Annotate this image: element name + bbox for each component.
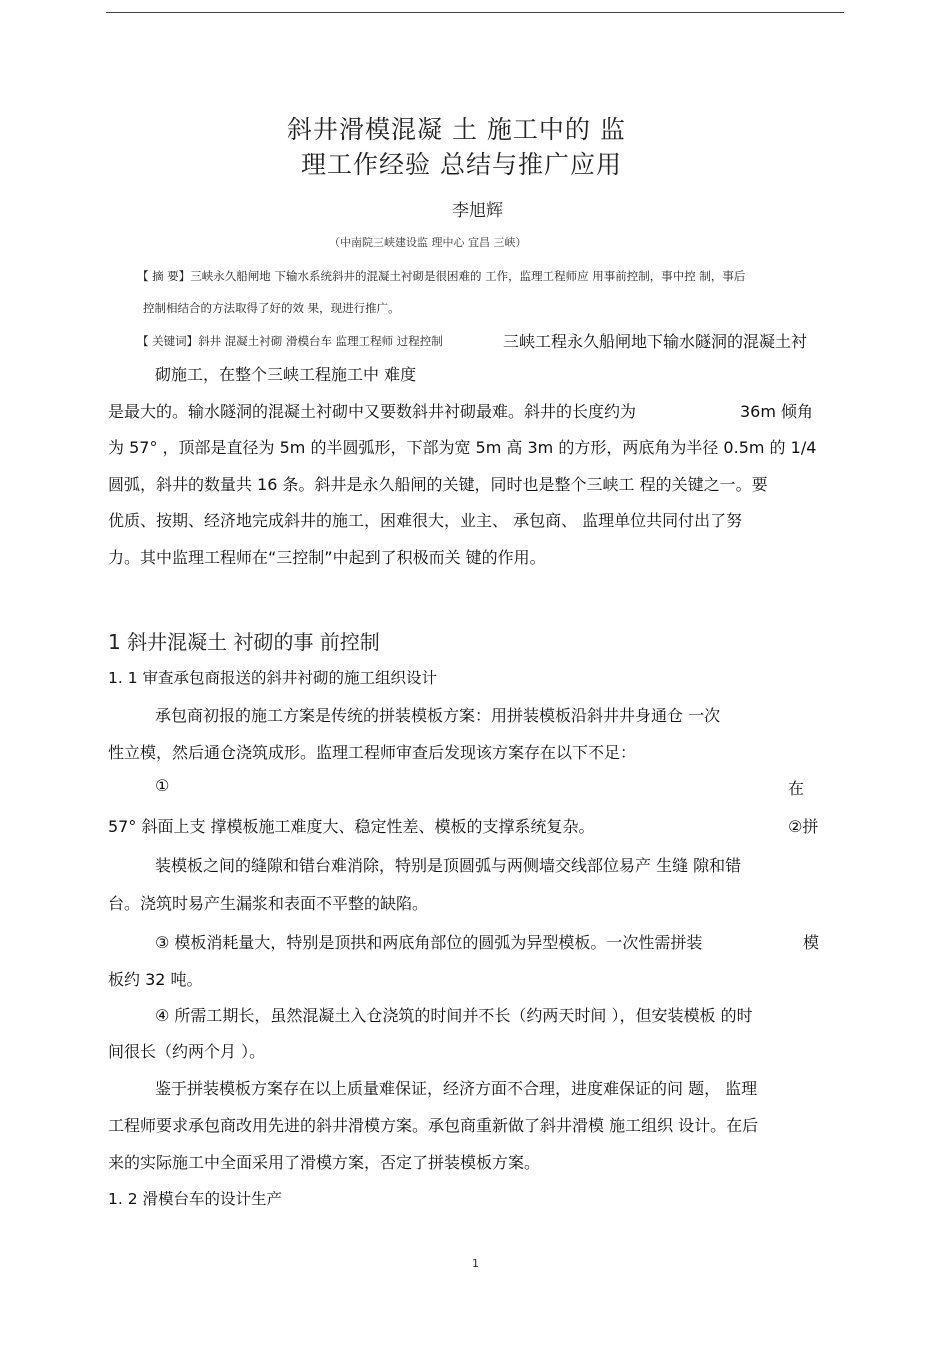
abstract-line-2: 控制相结合的方法取得了好的效 果，现进行推广。	[143, 301, 400, 315]
page-number: 1	[472, 1257, 479, 1270]
intro-line-2: 为 57° ，顶部是直径为 5m 的半圆弧形，下部为宽 5m 高 3m 的方形，两底角为半径 0.5m 的 1/4	[108, 438, 817, 457]
item-1-right: 在	[788, 779, 805, 798]
affiliation: （中南院三峡建设监 理中心 宜昌 三峡）	[329, 236, 527, 249]
item-2-marker: ②拼	[788, 817, 819, 836]
header-rule	[106, 12, 844, 13]
subsection-1-2: 1. 2 滑模台车的设计生产	[108, 1190, 283, 1208]
intro-line-1: 是最大的。输水隧洞的混凝土衬砌中又要数斜井衬砌最难。斜井的长度约为	[108, 402, 637, 421]
item-3-line-2: 板约 32 吨。	[108, 970, 203, 989]
title-line-1: 斜井滑模混凝 土 施工中的 监	[287, 115, 626, 144]
item-4-line-2: 间很长（约两个月 ）。	[108, 1042, 266, 1061]
section-1-heading: 1 斜井混凝土 衬砌的事 前控制	[108, 630, 380, 654]
intro-line-0: 砌施工，在整个三峡工程施工中 难度	[155, 365, 417, 384]
abstract-line-1: 【 摘 要】三峡永久船闸地 下输水系统斜井的混凝土衬砌是很困难的 工作，监理工程师应 用事前控制，事中控 制，事后	[137, 269, 746, 283]
item-4-line-1: ④ 所需工期长，虽然混凝土入仓浇筑的时间并不长（约两天时间 ），但安装模板 的时	[155, 1006, 753, 1025]
para-2-line-3: 来的实际施工中全面采用了滑模方案，否定了拼装模板方案。	[108, 1153, 541, 1172]
item-3-right: 模	[803, 933, 820, 952]
author-name: 李旭辉	[452, 201, 503, 221]
para-2-line-1: 鉴于拼装模板方案存在以上质量难保证，经济方面不合理，进度难保证的问 题， 监理	[155, 1079, 758, 1098]
intro-line-5: 力。其中监理工程师在“三控制”中起到了积极而关 键的作用。	[108, 548, 546, 567]
subsection-1-1: 1. 1 审查承包商报送的斜井衬砌的施工组织设计	[108, 669, 438, 687]
intro-tail: 三峡工程永久船闸地下输水隧洞的混凝土衬	[503, 332, 808, 351]
item-1-marker: ①	[155, 776, 170, 795]
intro-line-1-tail: 36m 倾角	[740, 402, 814, 421]
para-2-line-2: 工程师要求承包商改用先进的斜井滑模方案。承包商重新做了斜井滑模 施工组织 设计。在后	[108, 1116, 759, 1135]
para-1-line-1: 承包商初报的施工方案是传统的拼装模板方案：用拼装模板沿斜井井身通仓 一次	[155, 706, 721, 725]
intro-line-3: 圆弧，斜井的数量共 16 条。斜井是永久船闸的关键，同时也是整个三峡工 程的关键之一。要	[108, 475, 768, 494]
item-1-text: 57° 斜面上支 撑模板施工难度大、稳定性差、模板的支撑系统复杂。	[108, 817, 595, 836]
item-2-line-2: 台。浇筑时易产生漏浆和表面不平整的缺陷。	[108, 894, 429, 913]
title-line-2: 理工作经验 总结与推广应用	[301, 150, 622, 179]
para-1-line-2: 性立模，然后通仓浇筑成形。监理工程师审查后发现该方案存在以下不足：	[108, 743, 637, 762]
item-3-line-1: ③ 模板消耗量大，特别是顶拱和两底角部位的圆弧为异型模板。一次性需拼装	[155, 933, 703, 952]
intro-line-4: 优质、按期、经济地完成斜井的施工，困难很大，业主、 承包商、 监理单位共同付出了努	[108, 511, 743, 530]
item-2-line-1: 装模板之间的缝隙和错台难消除，特别是顶圆弧与两侧墙交线部位易产 生缝 隙和错	[155, 856, 742, 875]
keywords-label: 【 关键词】斜井 混凝土衬砌 滑模台车 监理工程师 过程控制	[137, 334, 443, 348]
